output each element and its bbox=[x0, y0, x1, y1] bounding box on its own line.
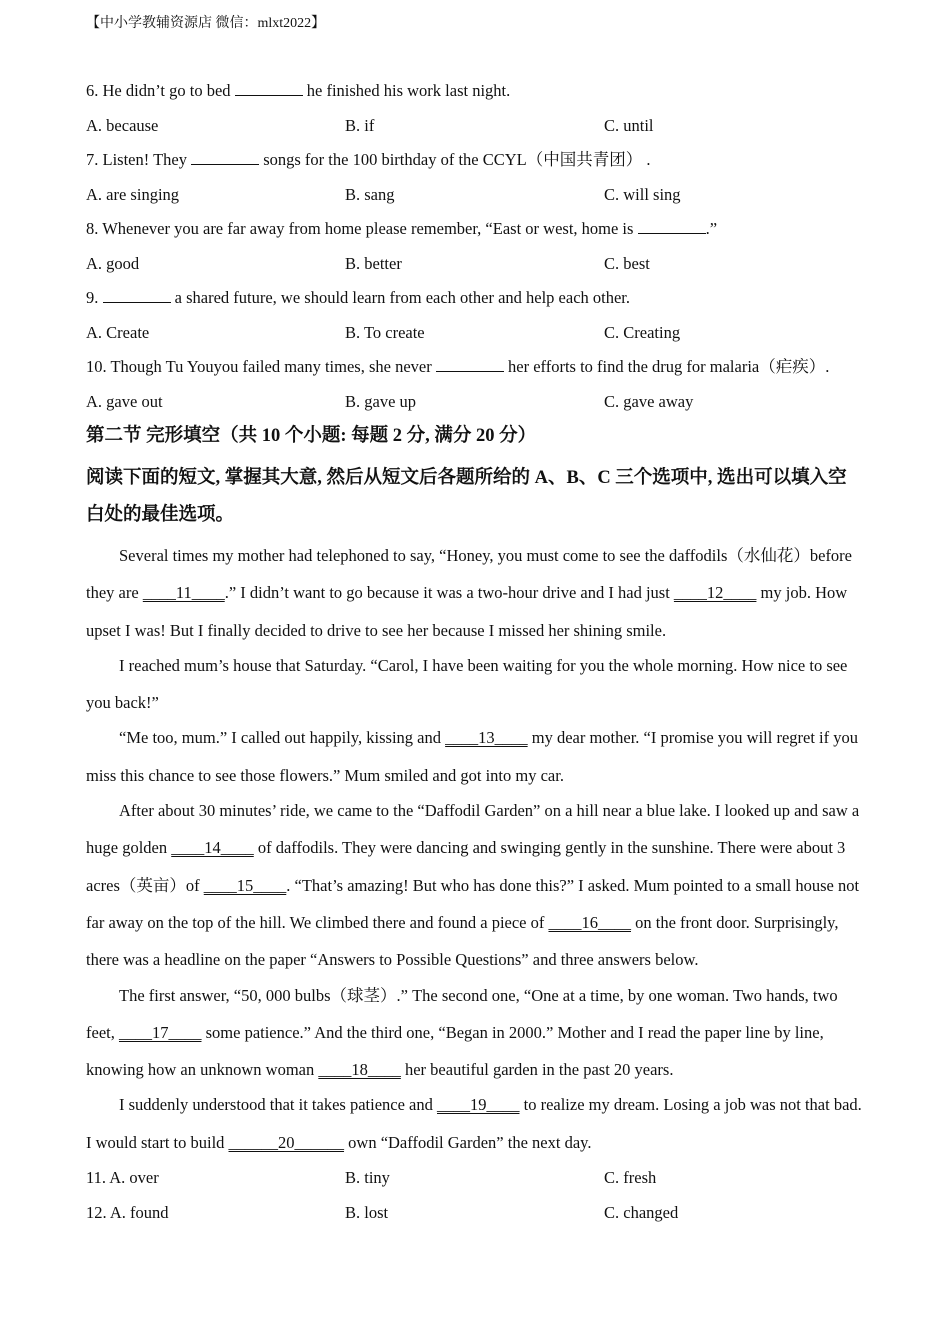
cloze-options-11 bbox=[86, 1165, 864, 1190]
option-b: B. tiny bbox=[345, 1168, 390, 1188]
options-8 bbox=[86, 251, 864, 276]
question-10 bbox=[86, 354, 864, 379]
answer-blank bbox=[638, 217, 706, 234]
answer-blank bbox=[191, 148, 259, 165]
option-c: C. will sing bbox=[604, 184, 681, 204]
passage-text: some patience.” And the third one, “Began in 2000.” Mother and I read the paper line by line, knowing how an unknown woman bbox=[86, 1022, 824, 1080]
passage-text: . “That’s amazing! But who has done this?” I asked. Mum pointed to a small house not far away on the top of the hill. We climbed there and found a piece of bbox=[86, 875, 860, 932]
option-c: C. fresh bbox=[604, 1168, 657, 1188]
option-a: 12. A. found bbox=[86, 1202, 169, 1222]
cloze-blank-17: ____17____ bbox=[118, 1022, 202, 1042]
question-stem: he finished his work last night. bbox=[302, 81, 511, 100]
passage-text: own “Daffodil Garden” the next day. bbox=[344, 1132, 592, 1152]
passage-text: Several times my mother had telephoned to say, “Honey, you must come to see the daffodils（水仙花）before they are bbox=[86, 546, 853, 603]
option-c: C. until bbox=[604, 115, 654, 135]
passage-text: my dear mother. “I promise you will regret if you miss this chance to see those flowers.” Mum smiled and got into my car. bbox=[86, 728, 858, 785]
document-body bbox=[86, 78, 864, 1234]
question-stem: songs for the 100 birthday of the CCYL（中国共青团） . bbox=[259, 150, 651, 169]
question-8 bbox=[86, 216, 864, 241]
question-stem: 9. bbox=[86, 288, 103, 307]
section-instruction: 阅读下面的短文, 掌握其大意, 然后从短文后各题所给的 A、B、C 三个选项中, 选出可以填入空白处的最佳选项。 bbox=[86, 468, 847, 525]
passage-text: my job. How upset I was! But I finally decided to drive to see her because I missed her shining smile. bbox=[86, 583, 848, 640]
option-a: A. Create bbox=[86, 322, 150, 342]
passage-paragraph-3 bbox=[86, 719, 864, 794]
question-stem: 7. Listen! They bbox=[86, 150, 192, 169]
question-stem: 10. Though Tu Youyou failed many times, she never bbox=[86, 357, 436, 376]
question-stem: 8. Whenever you are far away from home please remember, “East or west, home is bbox=[86, 219, 638, 238]
passage-paragraph-1 bbox=[86, 537, 864, 649]
cloze-blank-16: ____16____ bbox=[548, 912, 631, 932]
cloze-blank-12: ____12____ bbox=[673, 583, 757, 603]
option-b: B. lost bbox=[345, 1202, 389, 1222]
cloze-blank-18: ____18____ bbox=[318, 1060, 401, 1080]
cloze-blank-20: ______20______ bbox=[228, 1132, 345, 1152]
question-stem: .” bbox=[705, 219, 718, 238]
cloze-blank-13: ____13____ bbox=[445, 728, 528, 748]
option-a: A. good bbox=[86, 253, 140, 273]
cloze-blank-19: ____19____ bbox=[437, 1095, 520, 1115]
passage-text: .” I didn’t want to go because it was a two-hour drive and I had just bbox=[224, 583, 674, 603]
option-c: C. gave away bbox=[604, 391, 694, 411]
option-a: 11. A. over bbox=[86, 1168, 159, 1188]
option-b: B. if bbox=[345, 115, 375, 135]
option-c: C. Creating bbox=[604, 322, 681, 342]
question-9 bbox=[86, 285, 864, 310]
options-10 bbox=[86, 389, 864, 414]
option-b: B. To create bbox=[345, 322, 425, 342]
cloze-blank-15: ____15____ bbox=[203, 875, 287, 895]
options-7 bbox=[86, 182, 864, 207]
passage-text: on the front door. Surprisingly, there was a headline on the paper “Answers to Possible Questions” and three answers below. bbox=[86, 912, 839, 970]
cloze-options-12 bbox=[86, 1200, 864, 1225]
option-a: A. because bbox=[86, 115, 159, 135]
passage-paragraph-5 bbox=[86, 977, 864, 1089]
cloze-blank-11: ____11____ bbox=[142, 583, 225, 603]
question-6 bbox=[86, 78, 864, 103]
passage-text: The first answer, “50, 000 bulbs（球茎）.” The second one, “One at a time, by one woman. Two hands, two feet, bbox=[86, 985, 838, 1042]
option-a: A. are singing bbox=[86, 184, 180, 204]
option-b: B. sang bbox=[345, 184, 395, 204]
options-9 bbox=[86, 320, 864, 345]
option-c: C. changed bbox=[604, 1202, 679, 1222]
cloze-blank-14: ____14____ bbox=[171, 838, 254, 858]
passage-text: “Me too, mum.” I called out happily, kissing and bbox=[119, 728, 446, 748]
passage-paragraph-2: I reached mum’s house that Saturday. “Carol, I have been waiting for you the whole morning. How nice to see you back!” bbox=[86, 655, 848, 713]
question-stem: 6. He didn’t go to bed bbox=[86, 81, 235, 100]
passage-text: to realize my dream. Losing a job was not that bad. I would start to build bbox=[86, 1095, 862, 1152]
question-7 bbox=[86, 147, 864, 172]
passage-text: of daffodils. They were dancing and swinging gently in the sunshine. There were about 3 acres（英亩）of bbox=[86, 838, 846, 895]
section-title: 第二节 完形填空（共 10 个小题: 每题 2 分, 满分 20 分） bbox=[86, 426, 537, 446]
passage-paragraph-6 bbox=[86, 1086, 864, 1161]
options-6 bbox=[86, 113, 864, 138]
answer-blank bbox=[235, 79, 303, 96]
question-stem: her efforts to find the drug for malaria（疟疾）. bbox=[503, 357, 830, 376]
answer-blank bbox=[103, 286, 171, 303]
question-stem: a shared future, we should learn from each other and help each other. bbox=[170, 288, 631, 307]
passage-text: her beautiful garden in the past 20 years. bbox=[400, 1060, 674, 1080]
option-b: B. better bbox=[345, 253, 402, 273]
passage-text: After about 30 minutes’ ride, we came to the “Daffodil Garden” on a hill near a blue lake. I looked up and saw a huge golden bbox=[86, 801, 860, 858]
option-c: C. best bbox=[604, 253, 650, 273]
passage-text: I suddenly understood that it takes patience and bbox=[119, 1095, 437, 1115]
answer-blank bbox=[436, 355, 504, 372]
option-a: A. gave out bbox=[86, 391, 163, 411]
header-tag: 【中小学教辅资源店 微信：mlxt2022】 bbox=[86, 16, 326, 31]
option-b: B. gave up bbox=[345, 391, 417, 411]
passage-paragraph-4 bbox=[86, 792, 864, 978]
